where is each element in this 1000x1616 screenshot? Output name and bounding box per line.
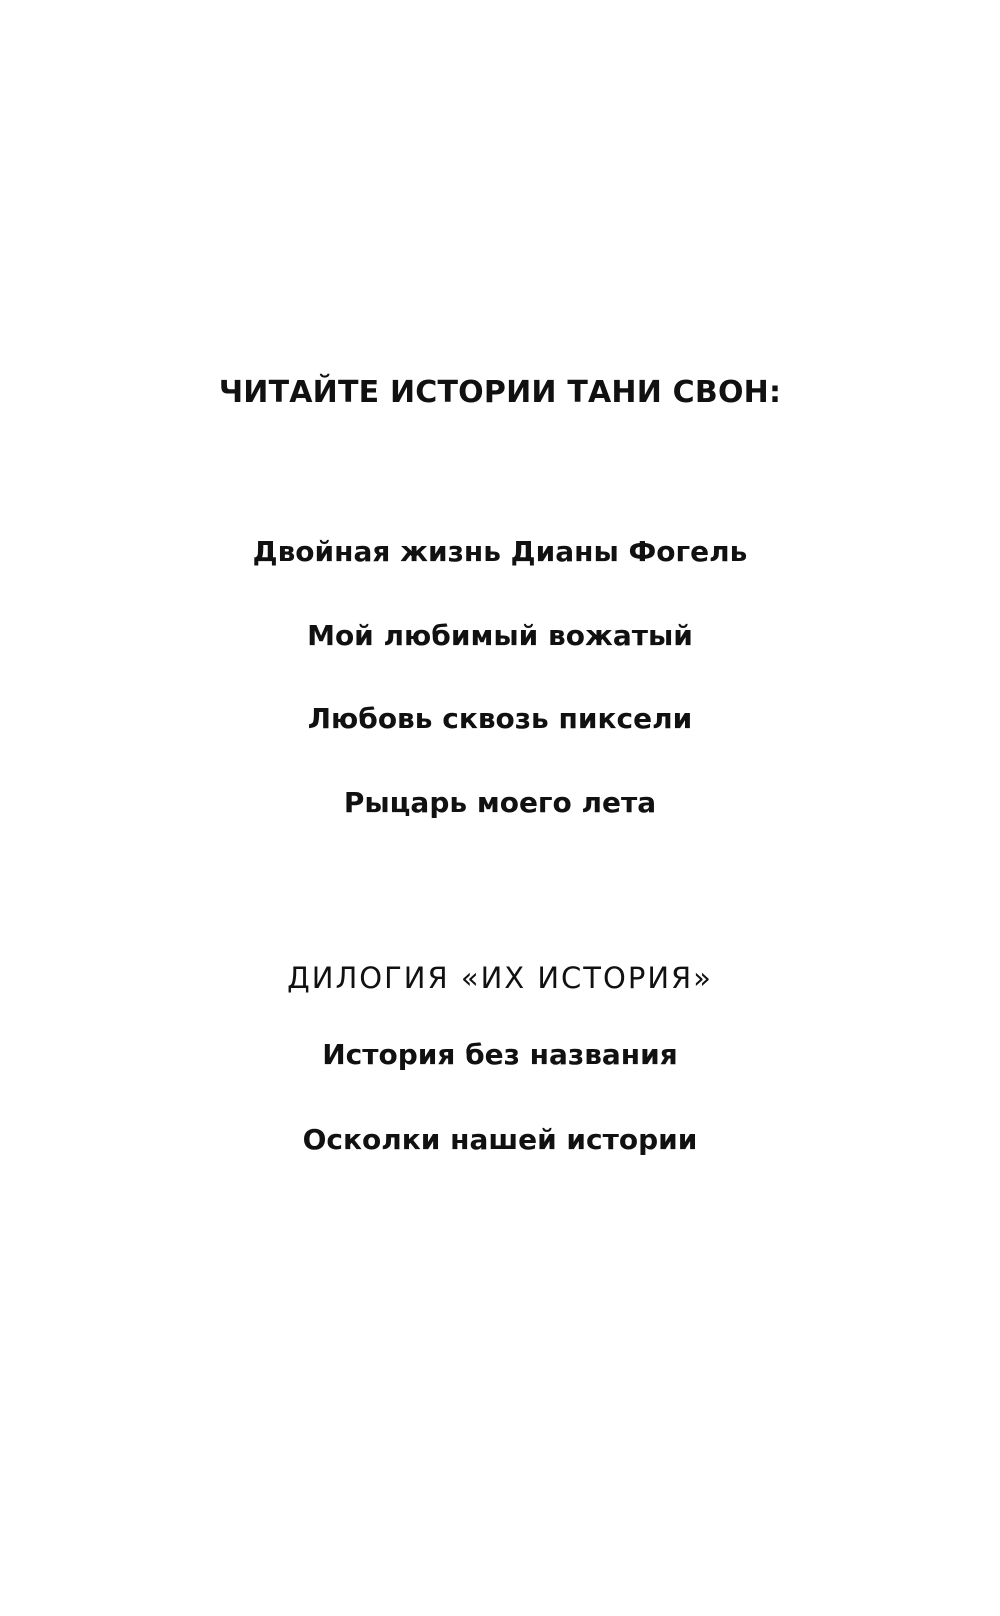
book-title: Мой любимый вожатый (307, 619, 693, 652)
book-title: История без названия (322, 1038, 678, 1071)
book-title: Осколки нашей истории (302, 1123, 698, 1156)
book-title: Рыцарь моего лета (343, 786, 657, 819)
book-title: Любовь сквозь пиксели (307, 702, 693, 735)
book-title: Двойная жизнь Дианы Фогель (252, 535, 748, 568)
section-heading: ЧИТАЙТЕ ИСТОРИИ ТАНИ СВОН: (218, 375, 782, 410)
series-title: ДИЛОГИЯ «ИХ ИСТОРИЯ» (287, 961, 713, 995)
